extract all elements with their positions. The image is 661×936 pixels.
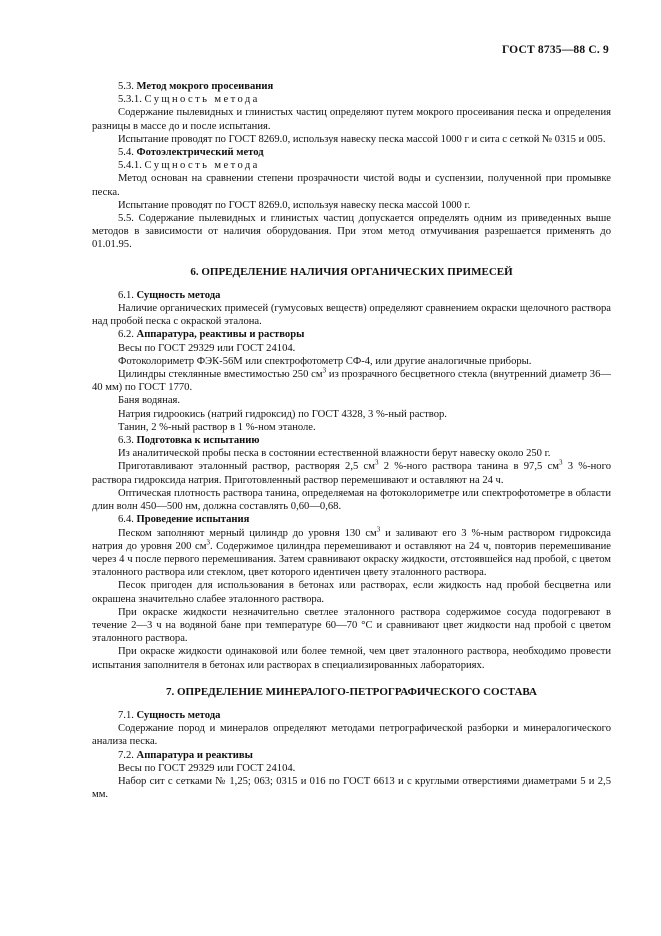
heading-7-1: 7.1. Сущность метода [118, 709, 221, 721]
paragraph: Метод основан на сравнении степени прозрачности чистой воды и суспензии, полученной при промывке песка. [92, 173, 611, 198]
paragraph: При окраске жидкости одинаковой или более темной, чем цвет эталонного раствора, необходимо провести испытания заполнителя в бетонах или растворах в специализированных лабораториях. [92, 646, 611, 671]
heading-6-2: 6.2. Аппаратура, реактивы и растворы [118, 329, 305, 341]
page-header: ГОСТ 8735—88 С. 9 [501, 44, 609, 56]
paragraph: Танин, 2 %-ный раствор в 1 %-ном этаноле. [118, 421, 316, 433]
paragraph: Испытание проводят по ГОСТ 8269.0, используя навеску песка массой 1000 г. [118, 199, 471, 211]
paragraph: Баня водяная. [118, 395, 181, 407]
paragraph: Содержание пород и минералов определяют методами петрографической разборки и минералогического анализа песка. [92, 723, 611, 748]
paragraph: Весы по ГОСТ 29329 или ГОСТ 24104. [118, 342, 296, 354]
paragraph: Весы по ГОСТ 29329 или ГОСТ 24104. [118, 762, 296, 774]
paragraph: Натрия гидроокись (натрий гидроксид) по ГОСТ 4328, 3 %-ный раствор. [118, 408, 447, 420]
paragraph: Из аналитической пробы песка в состоянии естественной влажности берут навеску около 250 г. [118, 448, 551, 460]
document-body [92, 80, 611, 801]
section-title-6: 6. ОПРЕДЕЛЕНИЕ НАЛИЧИЯ ОРГАНИЧЕСКИХ ПРИМЕСЕЙ [190, 265, 513, 278]
paragraph: Оптическая плотность раствора танина, определяемая на фотоколориметре или спектрофотометре в области длин волн 450—500 нм, должна составлять 0,60—0,68. [92, 487, 611, 513]
heading-6-3: 6.3. Подготовка к испытанию [118, 435, 260, 447]
paragraph: Приготавливают эталонный раствор, растворяя 2,5 $см^3$ 2 %-ного раствора танина в 97,5 $см^3$ 3 %-ного раствора гидроксида натрия. Приготовленный раствор перемешивают и оставляют на 24 ч. [92, 458, 611, 486]
paragraph: Фотоколориметр ФЭК-56М или спектрофотометр СФ-4, или другие аналогичные приборы. [118, 355, 532, 367]
section-title-7: 7. ОПРЕДЕЛЕНИЕ МИНЕРАЛОГО-ПЕТРОГРАФИЧЕСКОГО СОСТАВА [166, 685, 537, 698]
paragraph: При окраске жидкости незначительно светлее эталонного раствора содержимое сосуда подогревают в течение 2—3 ч на водяной бане при температуре 60—70 °С и сравнивают цвет жидкости над пробой с цветом эталонного раствора. [92, 606, 611, 645]
heading-7-2: 7.2. Аппаратура и реактивы [118, 749, 253, 761]
subheading-5-4-1: 5.4.1. Сущность метода [118, 160, 260, 172]
paragraph: Цилиндры стеклянные вместимостью 250 $см^3$ из прозрачного бесцветного стекла (внутренний диаметр 36—40 мм) по ГОСТ 1770. [92, 366, 611, 394]
paragraph: Испытание проводят по ГОСТ 8269.0, используя навеску песка массой 1000 г и сита с сеткой № 0315 и 005. [118, 133, 606, 145]
heading-6-1: 6.1. Сущность метода [118, 289, 221, 301]
paragraph: Наличие органических примесей (гумусовых веществ) определяют сравнением окраски щелочного раствора над пробой песка с окраской эталона. [92, 303, 611, 328]
paragraph: Содержание пылевидных и глинистых частиц определяют путем мокрого просеивания песка и определения разницы в массе до и после испытания. [92, 107, 611, 132]
paragraph: Набор сит с сетками № 1,25; 063; 0315 и 016 по ГОСТ 6613 и с круглыми отверстиями диаметрами 5 и 2,5 мм. [92, 775, 611, 801]
heading-6-4: 6.4. Проведение испытания [118, 514, 250, 526]
subheading-5-3-1: 5.3.1. Сущность метода [118, 94, 260, 106]
heading-5-4: 5.4. Фотоэлектрический метод [118, 147, 264, 159]
paragraph: Песком заполняют мерный цилиндр до уровня 130 $см^3$ и заливают его 3 %-ным раствором гидроксида натрия до уровня 200 $см^3$. Содержимое цилиндра перемешивают и оставляют на 24 ч, повторив перемешивание через 4 ч после первого перемешивания. Затем сравнивают окраску жидкости, отстоявшейся над пробой, с цветом эталонного раствора или стеклом, цвет которого идентичен цвету эталонного раствора. [92, 524, 611, 579]
paragraph: 5.5. Содержание пылевидных и глинистых частиц допускается определять одним из приведенных выше методов в зависимости от наличия оборудования. При этом метод отмучивания разрешается применять до 01.01.95. [92, 213, 611, 251]
heading-5-3: 5.3. Метод мокрого просеивания [118, 81, 274, 92]
paragraph: Песок пригоден для использования в бетонах или растворах, если жидкость над пробой бесцветна или окрашена значительно слабее эталонного раствора. [92, 580, 611, 605]
